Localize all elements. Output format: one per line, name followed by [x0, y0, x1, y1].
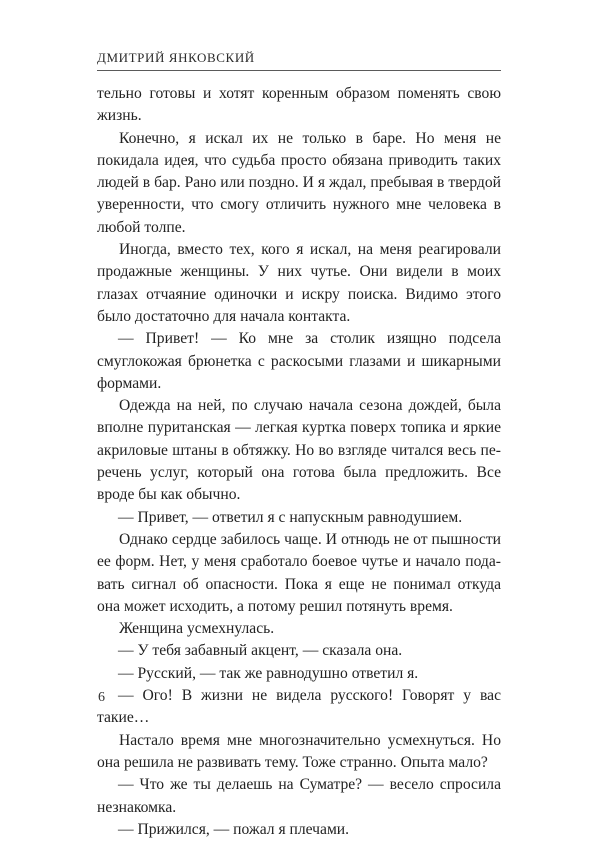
page-number: 6 — [98, 690, 105, 705]
paragraph: тельно готовы и хотят коренным образом поменять свою жизнь. — [97, 85, 501, 125]
running-head-author: ДМИТРИЙ ЯНКОВСКИЙ — [97, 50, 255, 65]
dialogue-line: — Что же ты делаешь на Суматре? — весело спросила незнакомка. — [97, 776, 501, 816]
paragraph: Иногда, вместо тех, кого я искал, на меня реагировали продажные женщины. У них чутье. Они видели в моих глазах отчаяние одиночки и искру поиска. Видимо этого было достаточно для начала контакта. — [97, 241, 501, 325]
header-rule — [97, 70, 501, 71]
dialogue-line: — Привет, — ответил я с напускным равнодушием. — [118, 508, 463, 526]
paragraph: Одежда на ней, по случаю начала сезона дождей, была вполне пуританская — легкая куртка поверх топика и яркие акриловые штаны в обтяжку. Но во взгляде читался весь перечень услуг, который она готова была предложить. Все вроде бы как обычно. — [97, 397, 501, 504]
dialogue-line: — Прижился, — пожал я плечами. — [118, 820, 350, 838]
paragraph: Конечно, я искал их не только в баре. Но меня не покидала идея, что судьба просто обязана приводить таких людей в бар. Рано или поздно. И я ждал, пребывая в твердой уверенности, что смогу отличить нужного мне человека в любой толпе. — [97, 129, 501, 236]
dialogue-line: — Русский, — так же равнодушно ответил я. — [118, 664, 419, 682]
paragraph: Однако сердце забилось чаще. И отнюдь не от пышности ее форм. Нет, у меня сработало боевое чутье и начало подавать сигнал об опасности. Пока я еще не понимал откуда она может исходить, а потому решил потянуть время. — [97, 530, 501, 615]
paragraph: Настало время мне многозначительно усмехнуться. Но она решила не развивать тему. Тоже странно. Опыта мало? — [97, 731, 501, 771]
main-text — [97, 83, 501, 841]
dialogue-line: — Ого! В жизни не видела русского! Говорят у вас такие… — [97, 687, 501, 727]
dialogue-line: — Привет! — Ко мне за столик изящно подсела смуглокожая брюнетка с раскосыми глазами и шикарными формами. — [97, 330, 501, 392]
dialogue-line: — У тебя забавный акцент, — сказала она. — [118, 642, 403, 660]
paragraph: Женщина усмехнулась. — [119, 620, 275, 638]
